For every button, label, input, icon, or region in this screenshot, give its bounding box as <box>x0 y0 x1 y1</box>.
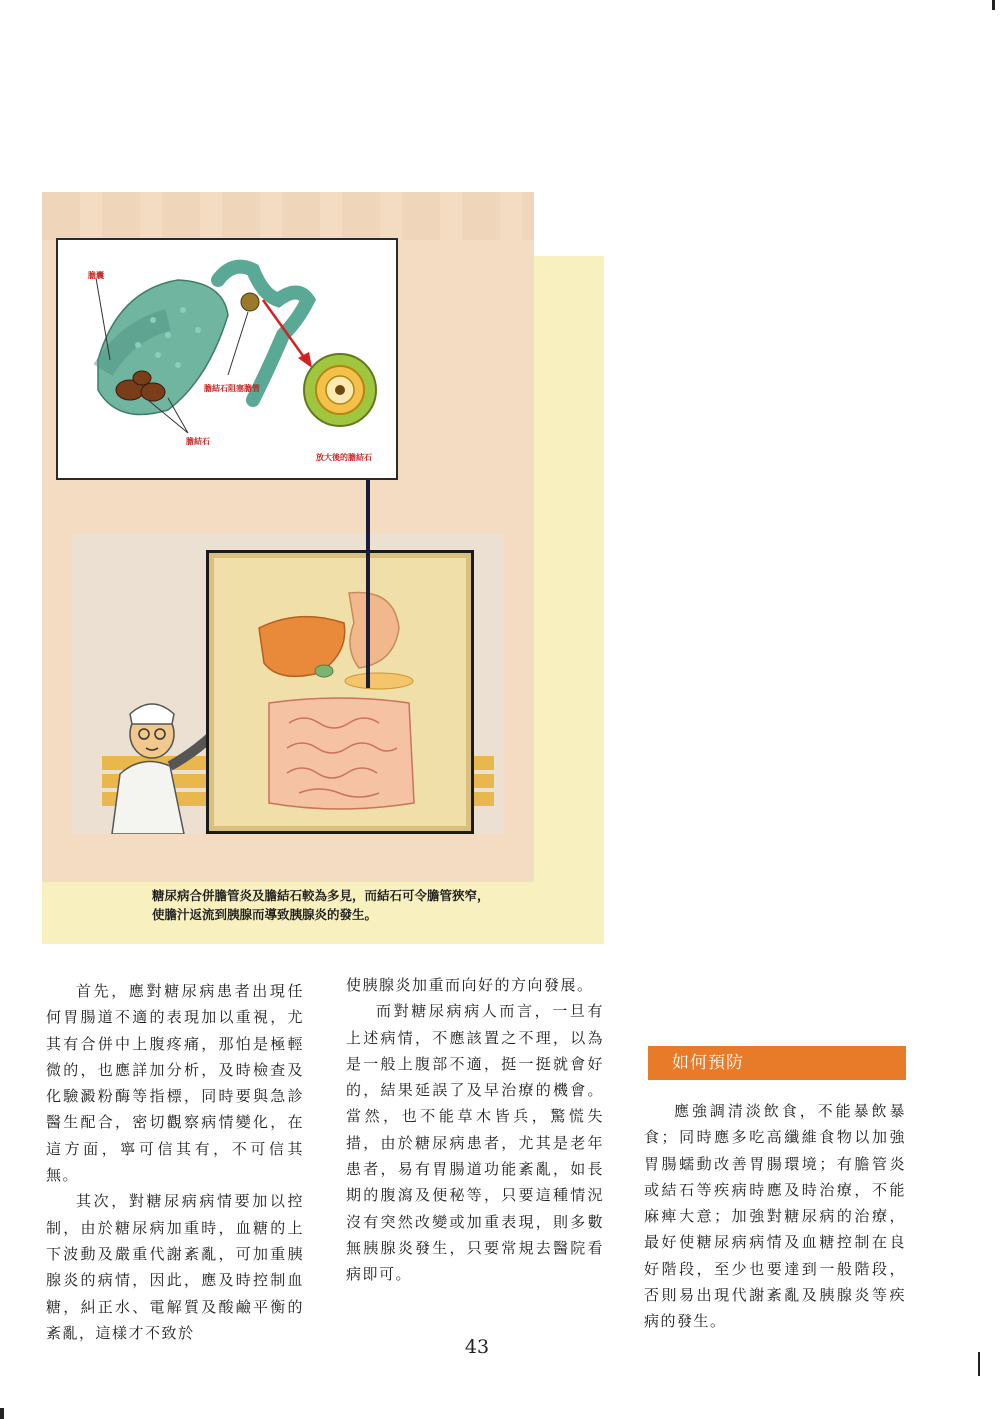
paragraph-continuation: 使胰腺炎加重而向好的方向發展。 <box>346 976 594 994</box>
paragraph: 應強調清淡飲食，不能暴飲暴食；同時應多吃高纖維食物以加強胃腸蠕動改善胃腸環境；有膽管炎或結石等疾病時應及時治療，不能麻痺大意；加強對糖尿病的治療，最好使糖尿病病情及血糖控制在良好階段，至少也要達到一般階段，否則易出現代謝紊亂及胰腺炎等疾病的發生。 <box>644 1102 906 1331</box>
anatomy-board <box>206 550 474 834</box>
scan-edge-mark-right <box>978 1352 980 1376</box>
pancreas-icon <box>345 673 413 689</box>
text-column-2 <box>346 972 604 1288</box>
digestive-system-illustration <box>209 553 471 831</box>
label-gallstones: 膽結石 <box>186 437 210 446</box>
gallstone-inset-diagram <box>56 238 398 480</box>
cream-side-panel <box>534 256 604 944</box>
page-number: 43 <box>464 1336 490 1358</box>
gallbladder-icon <box>315 665 333 677</box>
label-gallbladder: 膽囊 <box>88 271 104 280</box>
figure-caption <box>152 886 572 924</box>
duct-stone-icon <box>241 293 259 311</box>
intestines-icon <box>269 698 414 809</box>
text-column-3 <box>644 1098 906 1335</box>
ghost-header-print <box>42 192 534 240</box>
gallbladder-illustration <box>58 240 396 478</box>
scan-edge-mark-bottom <box>0 1408 4 1419</box>
caption-line-1: 糖尿病合併膽管炎及膽結石較為多見，而結石可令膽管狹窄， <box>152 888 490 903</box>
scan-edge-mark-top <box>992 0 995 10</box>
paragraph: 其次，對糖尿病病情要加以控制，由於糖尿病加重時，血糖的上下波動及嚴重代謝紊亂，可加重胰腺炎的病情，因此，應及時控制血糖，糾正水、電解質及酸鹼平衡的紊亂，這樣才不致於 <box>46 1192 304 1342</box>
paragraph: 首先，應對糖尿病患者出現任何胃腸道不適的表現加以重視，尤其有合併中上腹疼痛，那怕是極輕微的，也應詳加分析，及時檢查及化驗澱粉酶等指標，同時要與急診醫生配合，密切觀察病情變化，在這方面，寧可信其有，不可信其無。 <box>46 982 304 1185</box>
paragraph: 而對糖尿病病人而言，一旦有上述病情，不應該置之不理，以為是一般上腹部不適，挺一挺就會好的，結果延誤了及早治療的機會。當然，也不能草木皆兵，驚慌失措，由於糖尿病患者，尤其是老年患者，易有胃腸道功能紊亂，如長期的腹瀉及便秘等，只要這種情況沒有突然改變或加重表現，則多數無胰腺炎發生，只要常規去醫院看病即可。 <box>346 1002 604 1284</box>
label-enlarged-stone: 放大後的膽結石 <box>316 453 372 462</box>
section-header: 如何預防 <box>648 1046 906 1080</box>
enlarged-stone-icon <box>304 354 376 426</box>
text-column-1 <box>46 978 304 1346</box>
label-stone-in-duct: 膽結石阻塞膽管 <box>204 384 260 393</box>
pointer-line <box>366 476 370 688</box>
caption-line-2: 使膽汁返流到胰腺而導致胰腺炎的發生。 <box>152 907 378 922</box>
